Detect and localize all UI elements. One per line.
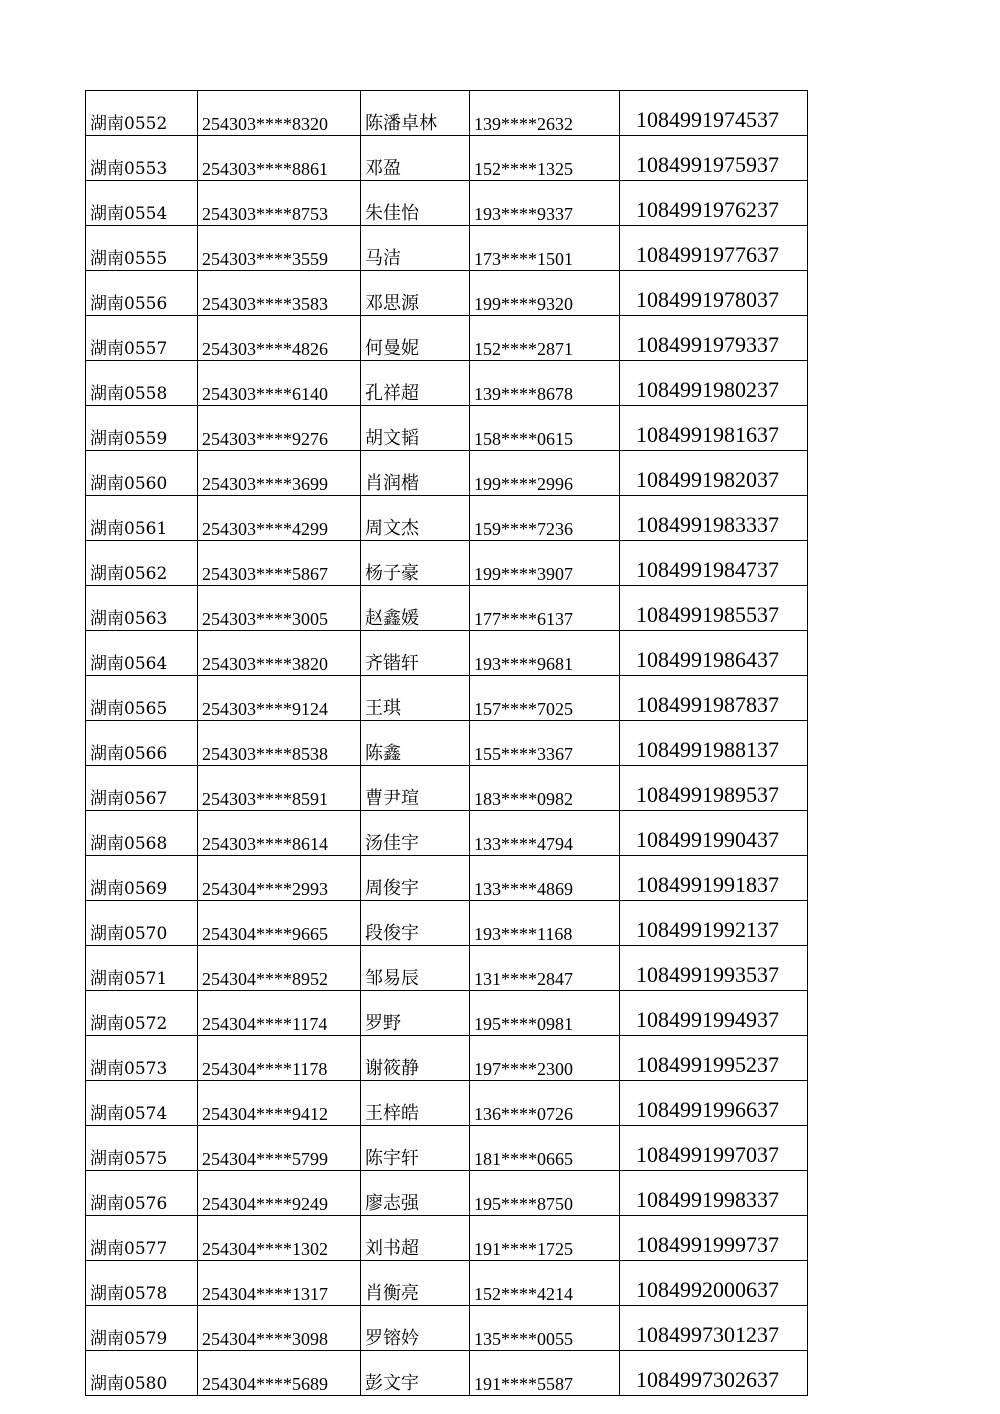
cell-name: 陈宇轩 [361,1126,470,1171]
cell-id-number: 254304****1317 [198,1261,361,1306]
cell-code: 湖南0558 [86,361,198,406]
table-row [86,1261,808,1306]
cell-name: 邓思源 [361,271,470,316]
table-row [86,406,808,451]
cell-code: 湖南0565 [86,676,198,721]
cell-code: 湖南0553 [86,136,198,181]
cell-name: 何曼妮 [361,316,470,361]
cell-id-number: 254303****8591 [198,766,361,811]
cell-code: 湖南0573 [86,1036,198,1081]
cell-tracking-number: 1084991980237 [620,361,808,406]
cell-name: 罗镕妗 [361,1306,470,1351]
cell-name: 赵鑫媛 [361,586,470,631]
cell-code: 湖南0576 [86,1171,198,1216]
cell-phone: 195****0981 [470,991,620,1036]
cell-code: 湖南0561 [86,496,198,541]
cell-tracking-number: 1084991996637 [620,1081,808,1126]
cell-name: 邹易辰 [361,946,470,991]
cell-phone: 195****8750 [470,1171,620,1216]
cell-name: 段俊宇 [361,901,470,946]
cell-phone: 135****0055 [470,1306,620,1351]
cell-tracking-number: 1084997302637 [620,1351,808,1396]
table-row [86,136,808,181]
table-row [86,91,808,136]
cell-phone: 177****6137 [470,586,620,631]
cell-phone: 191****1725 [470,1216,620,1261]
table-row [86,721,808,766]
cell-phone: 197****2300 [470,1036,620,1081]
cell-code: 湖南0563 [86,586,198,631]
cell-phone: 152****1325 [470,136,620,181]
cell-id-number: 254303****9124 [198,676,361,721]
cell-name: 王梓皓 [361,1081,470,1126]
cell-tracking-number: 1084991999737 [620,1216,808,1261]
cell-tracking-number: 1084991987837 [620,676,808,721]
cell-phone: 199****9320 [470,271,620,316]
cell-id-number: 254303****4826 [198,316,361,361]
cell-phone: 159****7236 [470,496,620,541]
table-row [86,541,808,586]
cell-phone: 139****8678 [470,361,620,406]
cell-phone: 152****2871 [470,316,620,361]
cell-tracking-number: 1084991981637 [620,406,808,451]
cell-tracking-number: 1084991998337 [620,1171,808,1216]
data-table [85,90,808,1396]
table-row [86,1081,808,1126]
cell-code: 湖南0560 [86,451,198,496]
table-body [86,91,808,1396]
cell-name: 刘书超 [361,1216,470,1261]
table-row [86,586,808,631]
cell-code: 湖南0574 [86,1081,198,1126]
cell-phone: 193****9681 [470,631,620,676]
table-row [86,811,808,856]
table-row [86,496,808,541]
cell-code: 湖南0580 [86,1351,198,1396]
cell-name: 肖衡亮 [361,1261,470,1306]
cell-id-number: 254303****3559 [198,226,361,271]
cell-phone: 158****0615 [470,406,620,451]
cell-tracking-number: 1084991995237 [620,1036,808,1081]
cell-id-number: 254303****3583 [198,271,361,316]
cell-id-number: 254303****8861 [198,136,361,181]
cell-id-number: 254303****4299 [198,496,361,541]
cell-code: 湖南0556 [86,271,198,316]
cell-name: 孔祥超 [361,361,470,406]
cell-phone: 136****0726 [470,1081,620,1126]
cell-tracking-number: 1084991979337 [620,316,808,361]
cell-tracking-number: 1084991990437 [620,811,808,856]
cell-name: 邓盈 [361,136,470,181]
cell-name: 朱佳怡 [361,181,470,226]
table-row [86,766,808,811]
cell-phone: 133****4794 [470,811,620,856]
table-row [86,1306,808,1351]
table-row [86,1216,808,1261]
cell-id-number: 254303****3699 [198,451,361,496]
cell-name: 马洁 [361,226,470,271]
table-row [86,1126,808,1171]
cell-tracking-number: 1084991994937 [620,991,808,1036]
table-row [86,676,808,721]
cell-tracking-number: 1084991974537 [620,91,808,136]
cell-code: 湖南0566 [86,721,198,766]
cell-phone: 193****1168 [470,901,620,946]
cell-tracking-number: 1084991975937 [620,136,808,181]
cell-phone: 183****0982 [470,766,620,811]
cell-phone: 157****7025 [470,676,620,721]
table-row [86,901,808,946]
cell-code: 湖南0564 [86,631,198,676]
cell-id-number: 254304****1302 [198,1216,361,1261]
cell-name: 杨子豪 [361,541,470,586]
table-row [86,181,808,226]
cell-name: 汤佳宇 [361,811,470,856]
cell-code: 湖南0568 [86,811,198,856]
table-row [86,271,808,316]
cell-tracking-number: 1084991983337 [620,496,808,541]
cell-tracking-number: 1084991986437 [620,631,808,676]
cell-id-number: 254304****1178 [198,1036,361,1081]
cell-id-number: 254303****8320 [198,91,361,136]
cell-code: 湖南0562 [86,541,198,586]
cell-phone: 173****1501 [470,226,620,271]
cell-phone: 152****4214 [470,1261,620,1306]
cell-name: 王琪 [361,676,470,721]
cell-id-number: 254304****9249 [198,1171,361,1216]
cell-tracking-number: 1084991978037 [620,271,808,316]
cell-id-number: 254303****8614 [198,811,361,856]
cell-id-number: 254304****8952 [198,946,361,991]
cell-id-number: 254303****5867 [198,541,361,586]
cell-id-number: 254303****9276 [198,406,361,451]
cell-name: 周俊宇 [361,856,470,901]
cell-phone: 139****2632 [470,91,620,136]
cell-tracking-number: 1084991988137 [620,721,808,766]
cell-id-number: 254304****1174 [198,991,361,1036]
cell-code: 湖南0577 [86,1216,198,1261]
cell-tracking-number: 1084991991837 [620,856,808,901]
cell-tracking-number: 1084991992137 [620,901,808,946]
cell-id-number: 254304****3098 [198,1306,361,1351]
cell-tracking-number: 1084991977637 [620,226,808,271]
cell-phone: 131****2847 [470,946,620,991]
table-row [86,1171,808,1216]
cell-name: 彭文宇 [361,1351,470,1396]
cell-id-number: 254304****5689 [198,1351,361,1396]
cell-code: 湖南0572 [86,991,198,1036]
cell-phone: 133****4869 [470,856,620,901]
cell-id-number: 254304****2993 [198,856,361,901]
cell-name: 曹尹瑄 [361,766,470,811]
table-row [86,451,808,496]
cell-phone: 199****2996 [470,451,620,496]
cell-tracking-number: 1084991976237 [620,181,808,226]
cell-id-number: 254303****8538 [198,721,361,766]
cell-code: 湖南0571 [86,946,198,991]
cell-name: 周文杰 [361,496,470,541]
cell-code: 湖南0570 [86,901,198,946]
cell-id-number: 254304****9412 [198,1081,361,1126]
cell-code: 湖南0579 [86,1306,198,1351]
cell-id-number: 254303****8753 [198,181,361,226]
cell-id-number: 254303****3820 [198,631,361,676]
cell-id-number: 254304****5799 [198,1126,361,1171]
cell-tracking-number: 1084991993537 [620,946,808,991]
cell-code: 湖南0578 [86,1261,198,1306]
cell-tracking-number: 1084991984737 [620,541,808,586]
cell-name: 陈鑫 [361,721,470,766]
table-row [86,631,808,676]
cell-phone: 199****3907 [470,541,620,586]
cell-name: 陈潘卓林 [361,91,470,136]
table-row [86,946,808,991]
table-row [86,1036,808,1081]
cell-name: 罗野 [361,991,470,1036]
cell-code: 湖南0557 [86,316,198,361]
cell-phone: 191****5587 [470,1351,620,1396]
table-row [86,316,808,361]
table-row [86,991,808,1036]
cell-id-number: 254303****6140 [198,361,361,406]
cell-name: 齐锴轩 [361,631,470,676]
cell-code: 湖南0554 [86,181,198,226]
cell-id-number: 254303****3005 [198,586,361,631]
cell-code: 湖南0575 [86,1126,198,1171]
cell-tracking-number: 1084997301237 [620,1306,808,1351]
cell-code: 湖南0552 [86,91,198,136]
cell-code: 湖南0569 [86,856,198,901]
cell-name: 廖志强 [361,1171,470,1216]
cell-id-number: 254304****9665 [198,901,361,946]
cell-name: 胡文韬 [361,406,470,451]
cell-phone: 193****9337 [470,181,620,226]
cell-tracking-number: 1084991997037 [620,1126,808,1171]
cell-phone: 155****3367 [470,721,620,766]
cell-code: 湖南0559 [86,406,198,451]
cell-tracking-number: 1084991989537 [620,766,808,811]
table-row [86,856,808,901]
table-row [86,361,808,406]
cell-code: 湖南0567 [86,766,198,811]
cell-name: 谢筱静 [361,1036,470,1081]
cell-tracking-number: 1084992000637 [620,1261,808,1306]
cell-code: 湖南0555 [86,226,198,271]
table-row [86,1351,808,1396]
table-row [86,226,808,271]
cell-phone: 181****0665 [470,1126,620,1171]
cell-tracking-number: 1084991982037 [620,451,808,496]
cell-tracking-number: 1084991985537 [620,586,808,631]
cell-name: 肖润楷 [361,451,470,496]
